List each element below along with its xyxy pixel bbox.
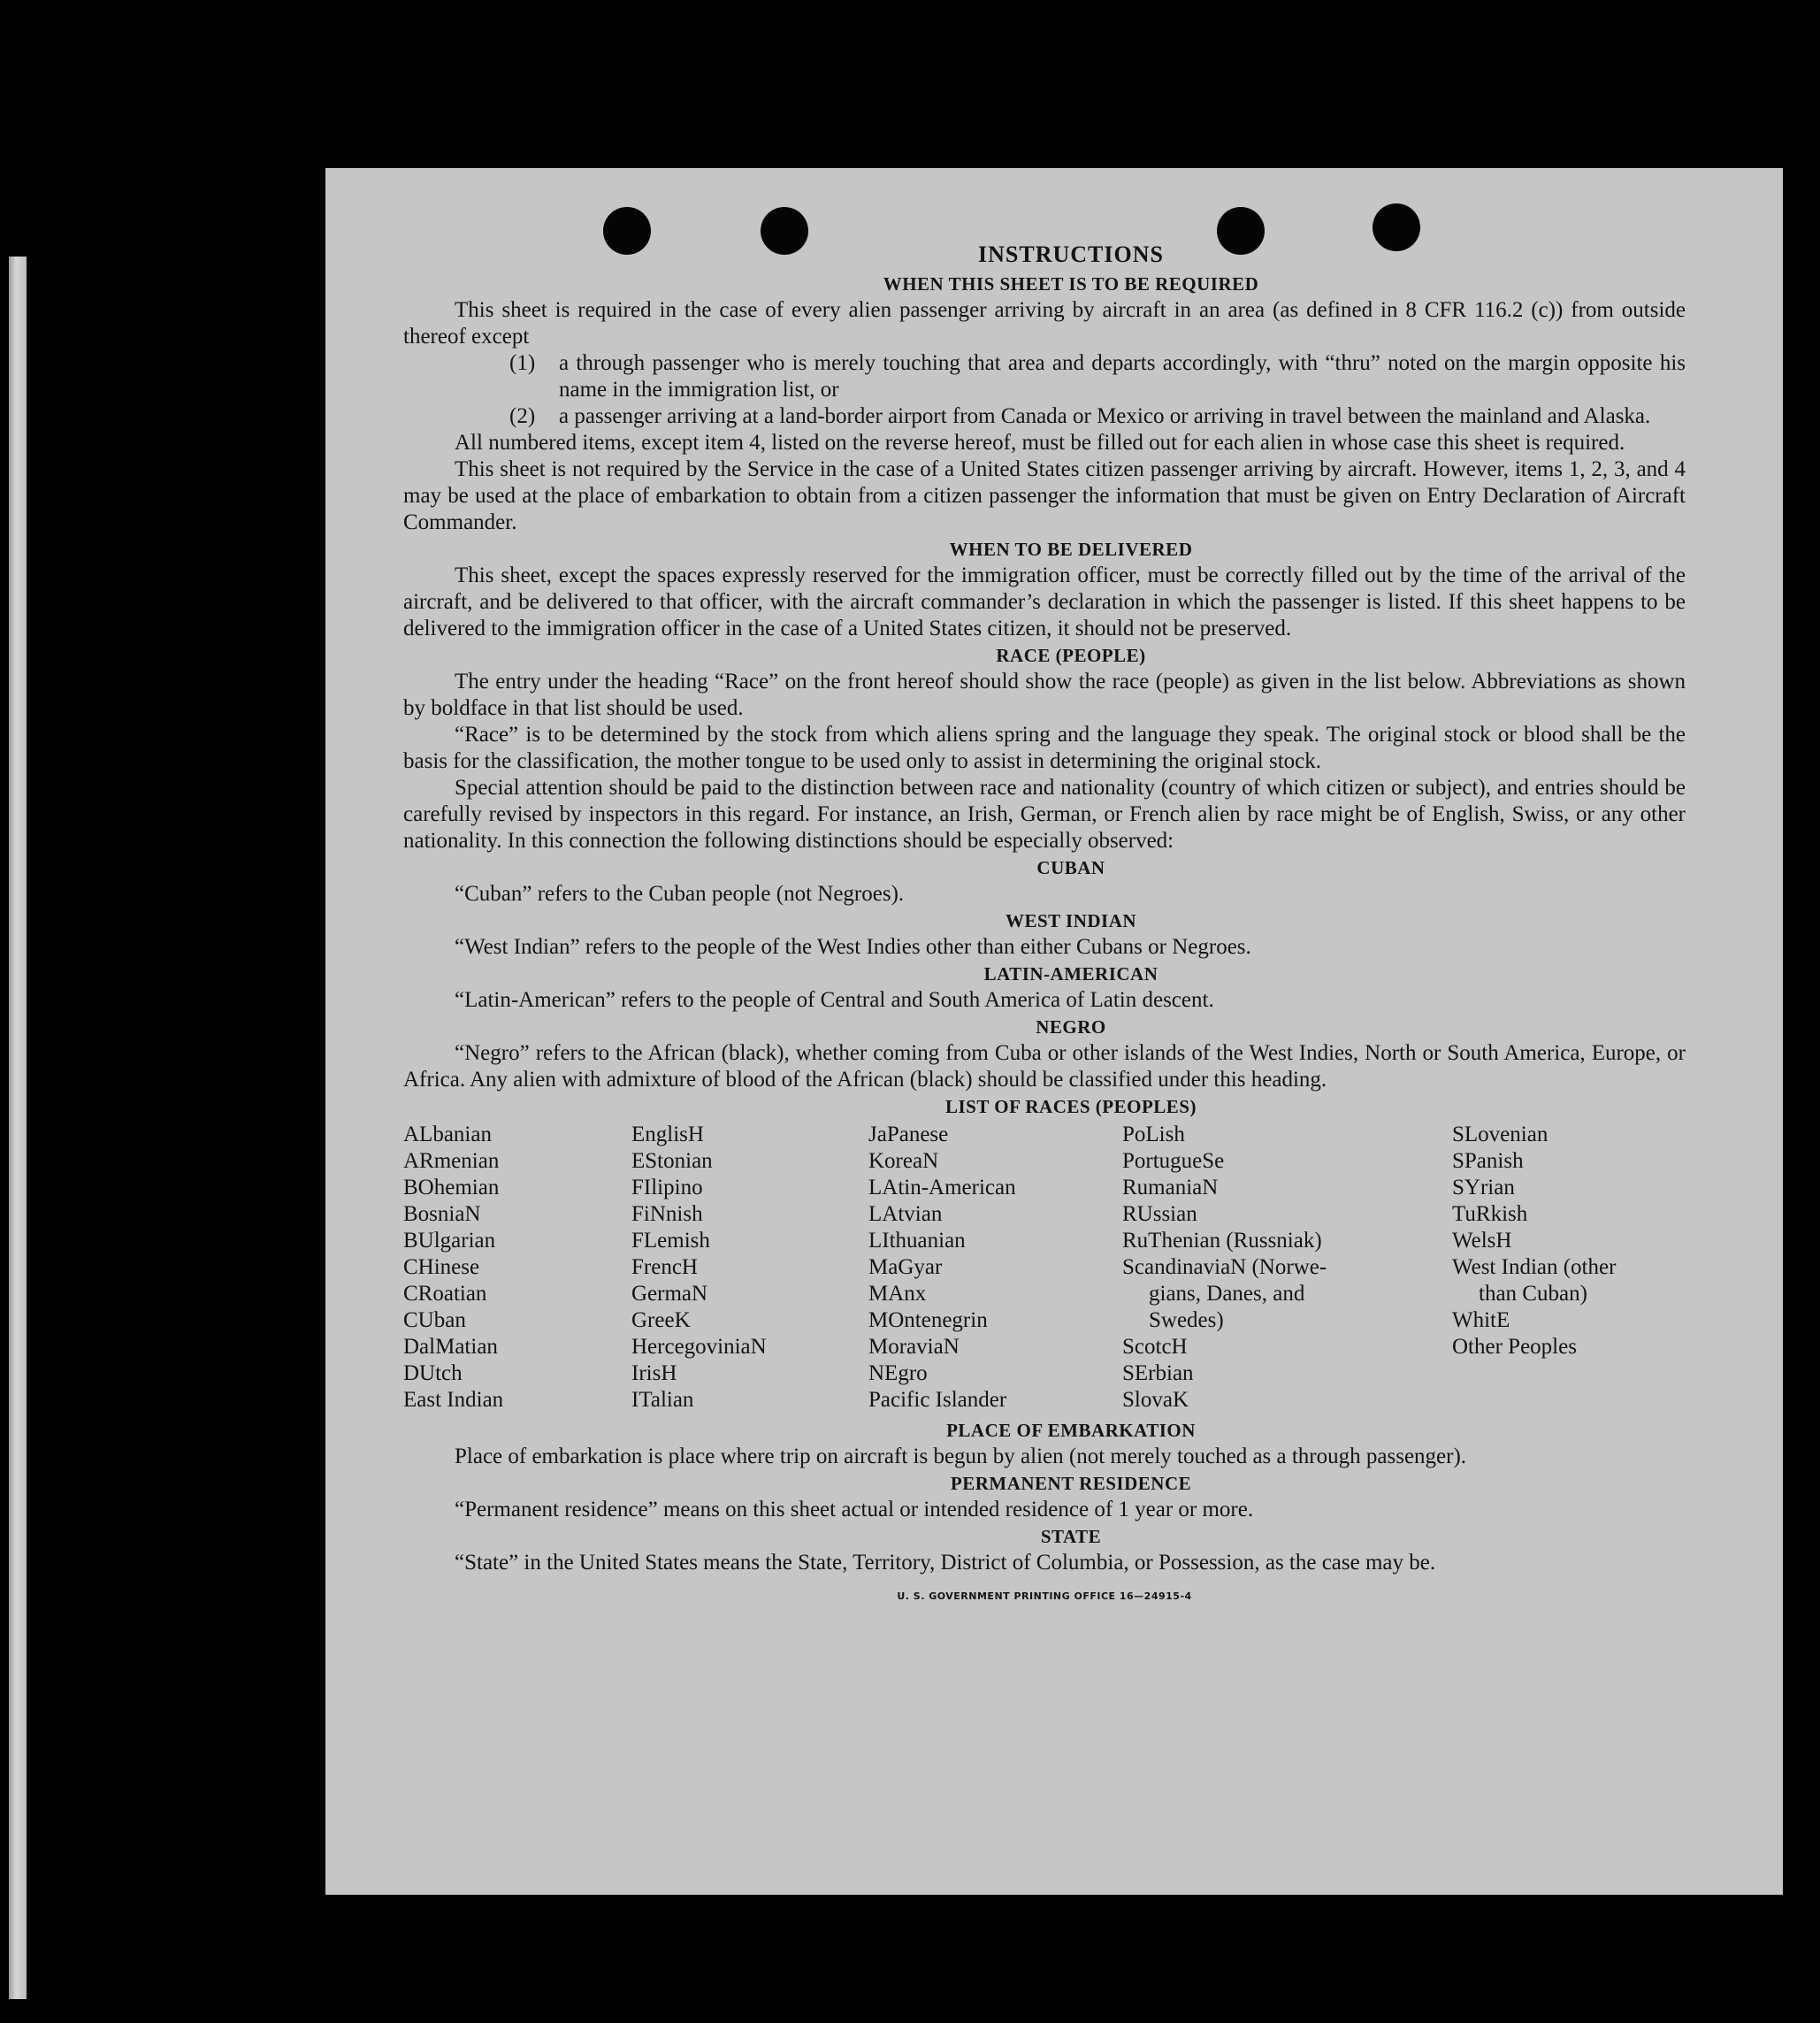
race-item: SPanish	[1452, 1149, 1524, 1173]
race-item: HercegoviniaN	[631, 1335, 767, 1359]
race-item: DalMatian	[403, 1335, 498, 1359]
race-item: ITalian	[631, 1388, 694, 1412]
race-item: FrencH	[631, 1255, 698, 1279]
section-heading: WEST INDIAN	[1005, 910, 1137, 931]
race-item: SYrian	[1452, 1176, 1515, 1199]
races-column	[631, 1122, 868, 1414]
list-text: a through passenger who is merely touching that area and departs accordingly, with “thru” noted on the margin opposite his name in the immigration list, or	[559, 351, 1686, 402]
race-item: MoraviaN	[868, 1335, 960, 1359]
race-item: MAnx	[868, 1282, 927, 1306]
races-column	[403, 1122, 631, 1414]
race-item: FLemish	[631, 1229, 710, 1253]
race-item: BOhemian	[403, 1176, 500, 1199]
race-item: than Cuban)	[1479, 1282, 1587, 1306]
race-item: GreeK	[631, 1308, 691, 1332]
section-heading: NEGRO	[1036, 1016, 1106, 1038]
section-heading: PERMANENT RESIDENCE	[950, 1473, 1192, 1494]
race-item: TuRkish	[1452, 1202, 1528, 1226]
section-heading: WHEN TO BE DELIVERED	[949, 539, 1193, 560]
paragraph: “West Indian” refers to the people of the West Indies other than either Cubans or Negroes.	[455, 935, 1251, 959]
race-item: BosniaN	[403, 1202, 481, 1226]
race-item: SErbian	[1122, 1361, 1194, 1385]
race-item: JaPanese	[868, 1123, 949, 1146]
film-edge-strip	[9, 257, 27, 1999]
race-item: ARmenian	[403, 1149, 500, 1173]
race-item: MOntenegrin	[868, 1308, 988, 1332]
race-item: RUssian	[1122, 1202, 1197, 1226]
race-item: ScandinaviaN (Norwe-	[1122, 1255, 1327, 1279]
list-number: (1)	[509, 351, 536, 375]
races-column	[1122, 1122, 1452, 1414]
list-text: a passenger arriving at a land-border airport from Canada or Mexico or arriving in travel between the mainland and Alaska.	[559, 404, 1651, 428]
paragraph: Place of embarkation is place where trip on aircraft is begun by alien (not merely touched as a through passenger).	[455, 1444, 1467, 1468]
race-item: WelsH	[1452, 1229, 1512, 1253]
paragraph: This sheet is required in the case of every alien passenger arriving by aircraft in an area (as defined in 8 CFR 116.2 (c)) from outside thereof except	[403, 298, 1686, 349]
list-number: (2)	[509, 404, 536, 428]
race-item: West Indian (other	[1452, 1255, 1617, 1279]
page-title: INSTRUCTIONS	[978, 241, 1164, 267]
race-item: BUlgarian	[403, 1229, 496, 1253]
list-item	[403, 350, 1686, 403]
race-item: CUban	[403, 1308, 466, 1332]
list-item	[403, 403, 1686, 430]
paragraph: “Latin-American” refers to the people of Central and South America of Latin descent.	[455, 988, 1214, 1012]
paragraph: All numbered items, except item 4, listed on the reverse hereof, must be filled out for each alien in whose case this sheet is required.	[455, 431, 1625, 455]
race-item: gians, Danes, and	[1149, 1282, 1305, 1306]
race-item: PoLish	[1122, 1123, 1185, 1146]
paragraph: The entry under the heading “Race” on the front hereof should show the race (people) as given in the list below. Abbreviations as shown by boldface in that list should be used.	[403, 670, 1686, 720]
race-item: CRoatian	[403, 1282, 487, 1306]
race-item: PortugueSe	[1122, 1149, 1225, 1173]
instructions-text	[403, 241, 1686, 1610]
race-item: Swedes)	[1149, 1308, 1224, 1332]
paragraph: “Negro” refers to the African (black), whether coming from Cuba or other islands of the West Indies, North or South America, Europe, or Africa. Any alien with admixture of blood of the African (black) should be classified under this heading.	[403, 1041, 1686, 1092]
paragraph: “State” in the United States means the State, Territory, District of Columbia, or Possession, as the case may be.	[455, 1551, 1436, 1575]
races-column	[1452, 1122, 1686, 1414]
race-item: RuThenian (Russniak)	[1122, 1229, 1322, 1253]
race-item: RumaniaN	[1122, 1176, 1219, 1199]
race-item: DUtch	[403, 1361, 463, 1385]
paragraph: Special attention should be paid to the distinction between race and nationality (country of which citizen or subject), and entries should be carefully revised by inspectors in this regard. For instance, an Irish, German, or French alien by race might be of English, Swiss, or any other nationality. In this connection the following distinctions should be especially observed:	[403, 776, 1686, 853]
section-heading: PLACE OF EMBARKATION	[946, 1420, 1196, 1441]
race-item: WhitE	[1452, 1308, 1510, 1332]
race-item: KoreaN	[868, 1149, 939, 1173]
race-item: Pacific Islander	[868, 1388, 1007, 1412]
race-item: IrisH	[631, 1361, 677, 1385]
race-item: NEgro	[868, 1361, 928, 1385]
paragraph: This sheet, except the spaces expressly reserved for the immigration officer, must be correctly filled out by the time of the arrival of the aircraft, and be delivered to that officer, with the aircraft commander’s declaration in which the passenger is listed. If this sheet happens to be delivered to the immigration officer in the case of a United States citizen, it should not be preserved.	[403, 563, 1686, 640]
race-item: ScotcH	[1122, 1335, 1188, 1359]
race-item: LIthuanian	[868, 1229, 966, 1253]
section-heading: LIST OF RACES (PEOPLES)	[945, 1096, 1197, 1117]
race-item: ALbanian	[403, 1123, 492, 1146]
printer-imprint: U. S. GOVERNMENT PRINTING OFFICE 16—24915-4	[897, 1590, 1192, 1602]
race-item: MaGyar	[868, 1255, 943, 1279]
section-heading: CUBAN	[1036, 857, 1105, 878]
race-item: CHinese	[403, 1255, 480, 1279]
race-item: FiNnish	[631, 1202, 703, 1226]
races-list	[403, 1122, 1686, 1414]
race-item: GermaN	[631, 1282, 708, 1306]
race-item: LAtin-American	[868, 1176, 1016, 1199]
paragraph: “Race” is to be determined by the stock from which aliens spring and the language they speak. The original stock or blood shall be the basis for the classification, the mother tongue to be used only to assist in determining the original stock.	[403, 723, 1686, 773]
race-item: LAtvian	[868, 1202, 943, 1226]
race-item: FIlipino	[631, 1176, 703, 1199]
section-heading: STATE	[1040, 1526, 1102, 1547]
race-item: East Indian	[403, 1388, 504, 1412]
paragraph: This sheet is not required by the Service in the case of a United States citizen passenger arriving by aircraft. However, items 1, 2, 3, and 4 may be used at the place of embarkation to obtain from a citizen passenger the information that must be given on Entry Declaration of Aircraft Commander.	[403, 457, 1686, 534]
document-page	[325, 168, 1783, 1895]
races-column	[868, 1122, 1122, 1414]
race-item: EStonian	[631, 1149, 713, 1173]
paragraph: “Cuban” refers to the Cuban people (not Negroes).	[455, 882, 905, 906]
paragraph: “Permanent residence” means on this sheet actual or intended residence of 1 year or more.	[455, 1498, 1254, 1521]
section-heading: RACE (PEOPLE)	[996, 645, 1146, 666]
section-heading: WHEN THIS SHEET IS TO BE REQUIRED	[883, 273, 1259, 295]
race-item: Other Peoples	[1452, 1335, 1577, 1359]
section-heading: LATIN-AMERICAN	[983, 963, 1159, 985]
race-item: SlovaK	[1122, 1388, 1189, 1412]
race-item: SLovenian	[1452, 1123, 1549, 1146]
race-item: EnglisH	[631, 1123, 704, 1146]
